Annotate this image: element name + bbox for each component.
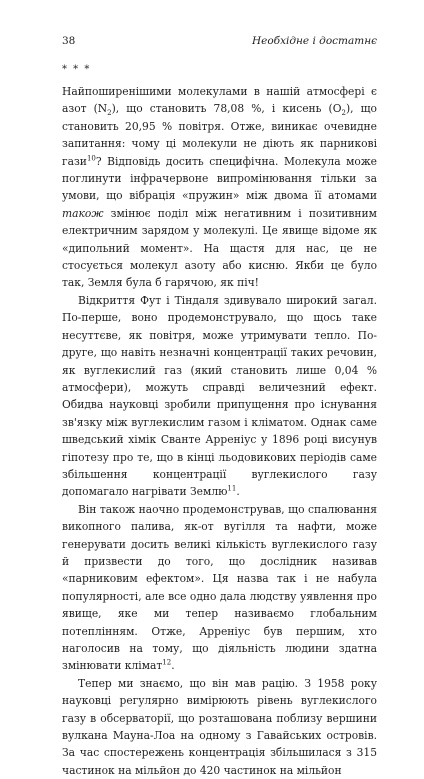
- text-run: Найпоширенішими молекулами в нашій атмосфері є азот (N: [62, 85, 377, 116]
- paragraph: [62, 83, 377, 292]
- text-run: ), що становить 78,08 %, і кисень (O: [111, 102, 342, 116]
- footnote-ref: 10: [86, 154, 96, 163]
- section-separator: * * *: [62, 64, 91, 75]
- text-run: Тепер ми знаємо, що він мав рацію. З 1958 року науковці регулярно вимірюють рівень вуглекислого газу в обсерваторії, що розташована поблизу вершини вулкана Мауна-Лоа на одному з Гавайських островів. За час спостережень концентрація збільшилася з 315 частинок на мільйон до 420 частинок на мільйон: [62, 676, 377, 777]
- subscript: 2: [341, 109, 346, 118]
- page-number: 38: [62, 35, 76, 47]
- body-text: [62, 83, 377, 779]
- text-run: Відкриття Фут і Тіндаля здивувало широкий загал. По-перше, воно продемонструвало, що щось таке несуттєве, як повітря, може утримувати тепло. По-друге, що навіть незначні концентрації таких речовин, як вуглекислий газ (який становить лише 0,04 % атмосфери), можуть справді величезний ефект. Обидва науковці зробили припущення про існування зв'язку між вуглекислим газом і кліматом. Однак саме шведський хімік Сванте Арреніус у 1896 році висунув гіпотезу про те, що в кінці льодовикових періодів саме збільшення концентрації вуглекислого газу допомагало нагрівати Землю: [62, 293, 377, 499]
- paragraph: [62, 501, 377, 675]
- subscript: 2: [107, 109, 112, 118]
- text-run: .: [171, 659, 175, 673]
- paragraph: [62, 675, 377, 779]
- footnote-ref: 12: [162, 658, 172, 667]
- paragraph: [62, 292, 377, 501]
- text-run: також: [62, 206, 104, 220]
- footnote-ref: 11: [227, 484, 237, 493]
- text-run: Він також наочно продемонстрував, що спалювання викопного палива, як-от вугілля та нафти, може генерувати досить великі кількість вуглекислого газу й призвести до того, що дослідник називав «парниковим ефектом». Ця назва так і не набула популярності, але все одно дала людству уявлення про явище, яке ми тепер називаємо глобальним потеплінням. Отже, Арреніус був першим, хто наголосив на тому, що діяльність людини здатна змінювати клімат: [62, 502, 377, 673]
- text-run: ), що становить 20,95 % повітря. Отже, виникає очевидне запитання: чому ці молекули не діють як парникові гази: [62, 102, 377, 168]
- text-run: .: [236, 485, 240, 499]
- running-title: Необхідне і достатнє: [251, 35, 377, 47]
- text-run: змінює поділ між негативним і позитивним електричним зарядом у молекулі. Це явище відоме як «дипольний момент». На щастя для нас, це не стосується молекул азоту або кисню. Якби це було так, Земля була б гарячою, як піч!: [62, 206, 377, 290]
- page-header: [62, 35, 377, 51]
- text-run: ? Відповідь досить специфічна. Молекула може поглинути інфрачервоне випромінювання тільки за умови, що вібрація «пружин» між двома її атомами: [62, 154, 377, 203]
